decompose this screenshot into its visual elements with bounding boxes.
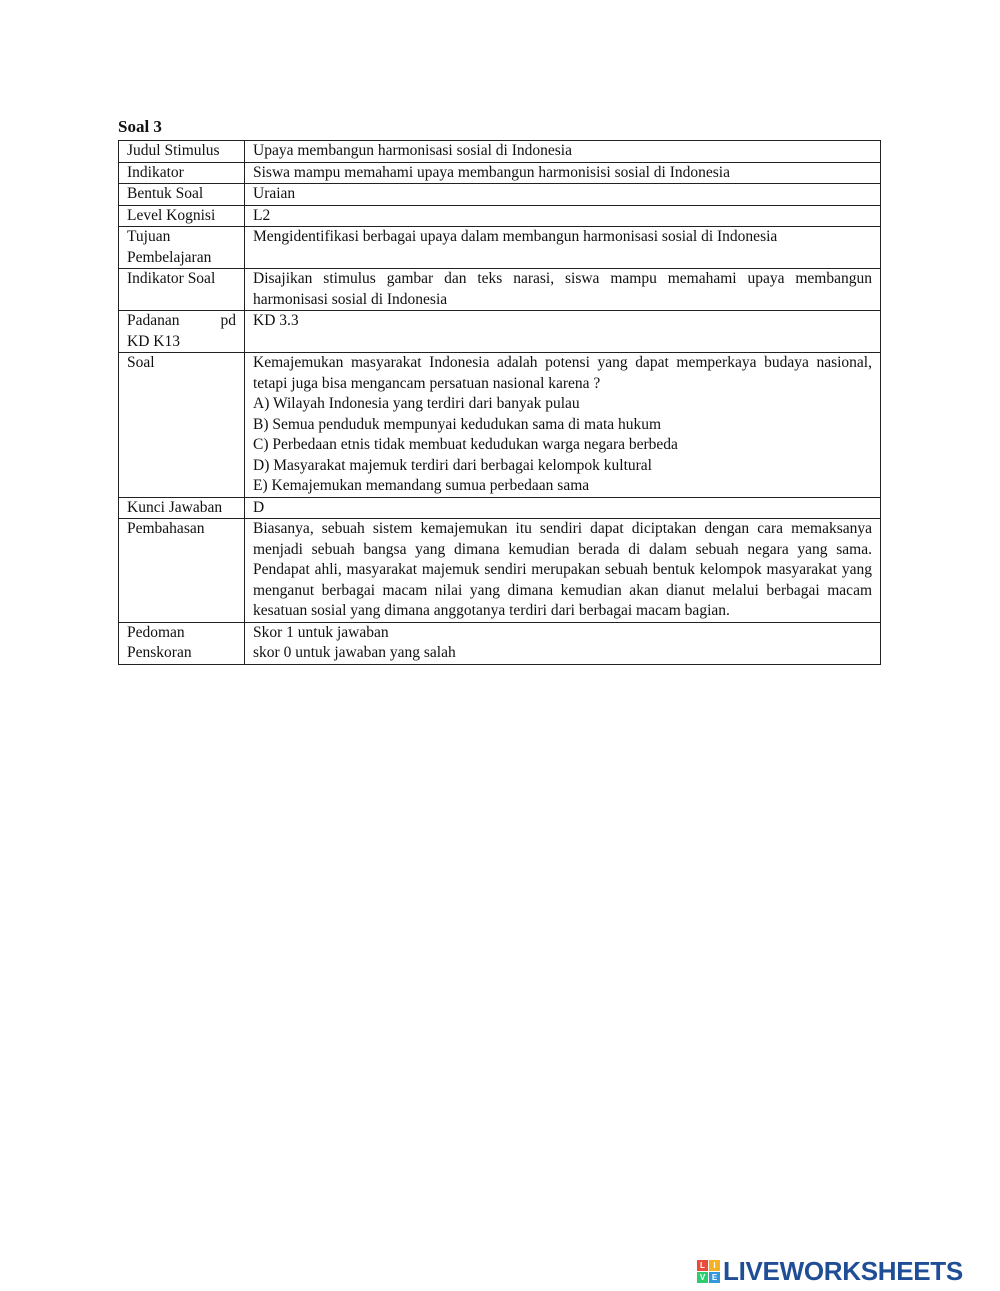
row-value: Biasanya, sebuah sistem kemajemukan itu sendiri dapat diciptakan dengan cara memaksanya menjadi sebuah bangsa yang dimana kemudian berada di dalam sebuah negara yang sama. Pendapat ahli, masyarakat majemuk sendiri merupakan sebuah bentuk kelompok masyarakat yang menganut berbagai macam nilai yang dimana kemudian akan dianut melalui berbagai macam kesatuan sosial yang dimana anggotanya terdiri dari berbagai macam bagian.: [245, 519, 881, 623]
row-label: Soal: [119, 353, 245, 498]
row-label-word: pd: [220, 312, 236, 329]
row-label-line: Penskoran: [127, 644, 192, 661]
row-label-line: Pedoman: [127, 623, 185, 641]
row-value: D: [245, 497, 881, 519]
logo-text: LIVEWORKSHEETS: [723, 1256, 963, 1286]
table-row: [119, 622, 881, 664]
row-value: [245, 353, 881, 498]
table-row: [119, 311, 881, 353]
row-value: Upaya membangun harmonisasi sosial di Indonesia: [245, 141, 881, 163]
answer-option: A) Wilayah Indonesia yang terdiri dari banyak pulau: [253, 395, 580, 412]
table-row: [119, 162, 881, 184]
row-value: Siswa mampu memahami upaya membangun harmonisisi sosial di Indonesia: [245, 162, 881, 184]
table-row: [119, 269, 881, 311]
scoring-line: skor 0 untuk jawaban yang salah: [253, 644, 456, 661]
row-label: Level Kognisi: [119, 205, 245, 227]
table-row: [119, 353, 881, 498]
question-spec-table: [118, 140, 881, 665]
row-value: Disajikan stimulus gambar dan teks narasi, siswa mampu memahami upaya membangun harmonisasi sosial di Indonesia: [245, 269, 881, 311]
row-label: [119, 311, 245, 353]
table-row: [119, 141, 881, 163]
table-row: [119, 205, 881, 227]
section-heading: Soal 3: [118, 117, 162, 136]
table-row: [119, 519, 881, 623]
row-label-word: Padanan: [127, 312, 180, 329]
answer-option: C) Perbedaan etnis tidak membuat kedudukan warga negara berbeda: [253, 436, 678, 453]
logo-mark-icon: [697, 1260, 720, 1283]
table-row: [119, 227, 881, 269]
scoring-line: Skor 1 untuk jawaban: [253, 623, 389, 641]
table-row: [119, 497, 881, 519]
row-label-line: Pembelajaran: [127, 248, 212, 266]
row-label-line: Tujuan: [127, 228, 171, 245]
logo-letter: V: [697, 1272, 708, 1283]
row-label: Indikator: [119, 162, 245, 184]
row-value: [245, 622, 881, 664]
logo-letter: E: [709, 1272, 720, 1283]
row-label-line: [127, 311, 236, 332]
logo-letter: I: [709, 1260, 720, 1271]
answer-option: D) Masyarakat majemuk terdiri dari berbagai kelompok kultural: [253, 456, 652, 474]
row-label: Judul Stimulus: [119, 141, 245, 163]
row-label-line: KD K13: [127, 332, 180, 350]
row-label: [119, 227, 245, 269]
row-value: Mengidentifikasi berbagai upaya dalam membangun harmonisasi sosial di Indonesia: [245, 227, 881, 269]
row-label: Indikator Soal: [119, 269, 245, 311]
row-label: Bentuk Soal: [119, 184, 245, 206]
logo-letter: L: [697, 1260, 708, 1271]
row-value: KD 3.3: [245, 311, 881, 353]
row-label: [119, 622, 245, 664]
row-label: Kunci Jawaban: [119, 497, 245, 519]
row-value: Uraian: [245, 184, 881, 206]
question-text: Kemajemukan masyarakat Indonesia adalah potensi yang dapat memperkaya budaya nasional, tetapi juga bisa mengancam persatuan nasional karena ?: [253, 354, 872, 392]
answer-option: E) Kemajemukan memandang sumua perbedaan sama: [253, 477, 590, 494]
answer-option: B) Semua penduduk mempunyai kedudukan sama di mata hukum: [253, 415, 662, 433]
liveworksheets-logo[interactable]: [697, 1258, 963, 1284]
table-row: [119, 184, 881, 206]
row-label: Pembahasan: [119, 519, 245, 623]
row-value: L2: [245, 205, 881, 227]
